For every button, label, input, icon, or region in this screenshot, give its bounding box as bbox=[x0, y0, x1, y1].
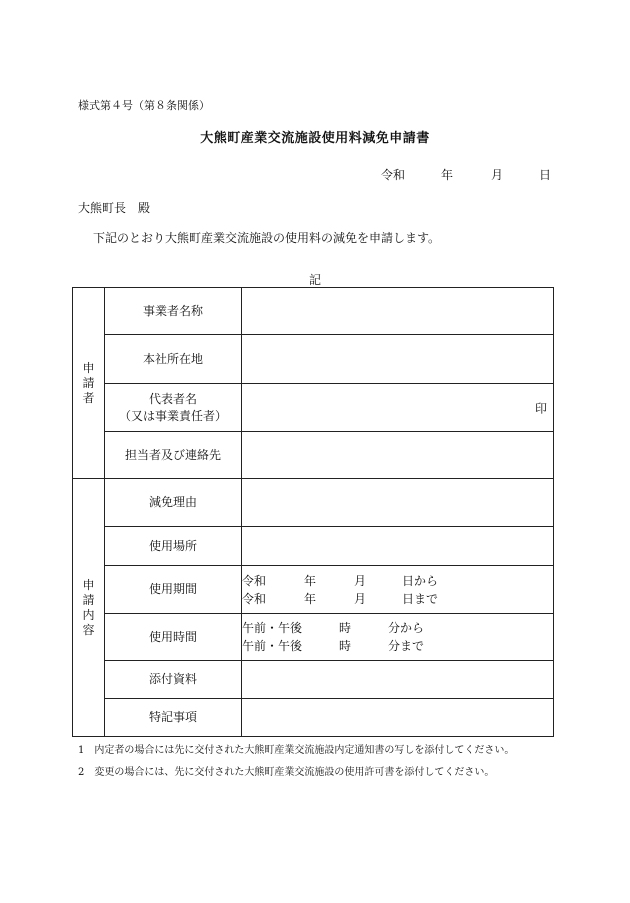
attachments-field[interactable] bbox=[242, 661, 554, 699]
label-place: 使用場所 bbox=[105, 527, 242, 566]
period-to-day: 日まで bbox=[402, 591, 439, 606]
time-from-line bbox=[242, 619, 553, 637]
label-special-notes: 特記事項 bbox=[105, 699, 242, 737]
business-name-field[interactable] bbox=[242, 288, 554, 335]
date-day-label: 日 bbox=[539, 168, 552, 182]
label-representative-line1: 代表者名 bbox=[148, 391, 197, 406]
label-business-name: 事業者名称 bbox=[105, 288, 242, 335]
row-period bbox=[73, 566, 554, 614]
addressee: 大熊町長 殿 bbox=[78, 201, 151, 215]
period-to-year: 年 bbox=[304, 591, 317, 606]
label-representative bbox=[105, 384, 242, 432]
applicant-group-label: 申請者 bbox=[82, 360, 95, 405]
time-field[interactable] bbox=[242, 614, 554, 661]
label-time: 使用時間 bbox=[105, 614, 242, 661]
period-to-era: 令和 bbox=[242, 591, 267, 606]
representative-field[interactable] bbox=[242, 384, 554, 432]
row-contact bbox=[73, 432, 554, 479]
footnote-1: 1 内定者の場合には先に交付された大熊町産業交流施設内定通知書の写しを添付してください。 bbox=[78, 745, 515, 756]
content-group-label: 申請内容 bbox=[82, 577, 95, 637]
applicant-group-cell bbox=[73, 288, 105, 479]
period-from-year: 年 bbox=[304, 573, 317, 588]
label-reduction-reason: 減免理由 bbox=[105, 479, 242, 527]
label-contact: 担当者及び連絡先 bbox=[105, 432, 242, 479]
time-from-hour: 時 bbox=[339, 621, 352, 635]
footnote-2: 2 変更の場合には、先に交付された大熊町産業交流施設の使用許可書を添付してください。 bbox=[78, 767, 495, 778]
contact-field[interactable] bbox=[242, 432, 554, 479]
form-number: 様式第４号（第８条関係） bbox=[78, 99, 210, 112]
row-head-office bbox=[73, 335, 554, 384]
label-representative-line2: （又は事業責任者） bbox=[118, 408, 227, 423]
period-field[interactable] bbox=[242, 566, 554, 614]
form-title: 大熊町産業交流施設使用料減免申請書 bbox=[200, 131, 430, 146]
content-group-cell bbox=[73, 479, 105, 737]
reduction-reason-field[interactable] bbox=[242, 479, 554, 527]
label-period: 使用期間 bbox=[105, 566, 242, 614]
label-head-office: 本社所在地 bbox=[105, 335, 242, 384]
row-representative bbox=[73, 384, 554, 432]
row-attachments bbox=[73, 661, 554, 699]
head-office-field[interactable] bbox=[242, 335, 554, 384]
lead-text: 下記のとおり大熊町産業交流施設の使用料の減免を申請します。 bbox=[93, 231, 441, 245]
application-table bbox=[72, 287, 554, 737]
period-to-line bbox=[242, 590, 553, 608]
time-to-min: 分まで bbox=[388, 639, 425, 653]
period-from-line bbox=[242, 572, 553, 590]
place-field[interactable] bbox=[242, 527, 554, 566]
date-month-label: 月 bbox=[491, 168, 504, 182]
period-from-era: 令和 bbox=[242, 573, 267, 588]
date-era: 令和 bbox=[381, 168, 406, 182]
row-time bbox=[73, 614, 554, 661]
time-to-line bbox=[242, 637, 553, 655]
date-year-label: 年 bbox=[441, 168, 454, 182]
row-special-notes bbox=[73, 699, 554, 737]
period-from-month: 月 bbox=[354, 573, 367, 588]
period-from-day: 日から bbox=[402, 573, 439, 588]
row-reduction-reason bbox=[73, 479, 554, 527]
label-attachments: 添付資料 bbox=[105, 661, 242, 699]
time-to-hour: 時 bbox=[339, 639, 352, 653]
special-notes-field[interactable] bbox=[242, 699, 554, 737]
time-from-min: 分から bbox=[388, 621, 425, 635]
time-from-ampm: 午前・午後 bbox=[242, 621, 303, 635]
row-business-name bbox=[73, 288, 554, 335]
seal-mark: 印 bbox=[534, 401, 547, 415]
row-place bbox=[73, 527, 554, 566]
ki-heading: 記 bbox=[308, 273, 321, 287]
time-to-ampm: 午前・午後 bbox=[242, 639, 303, 653]
period-to-month: 月 bbox=[354, 591, 367, 606]
